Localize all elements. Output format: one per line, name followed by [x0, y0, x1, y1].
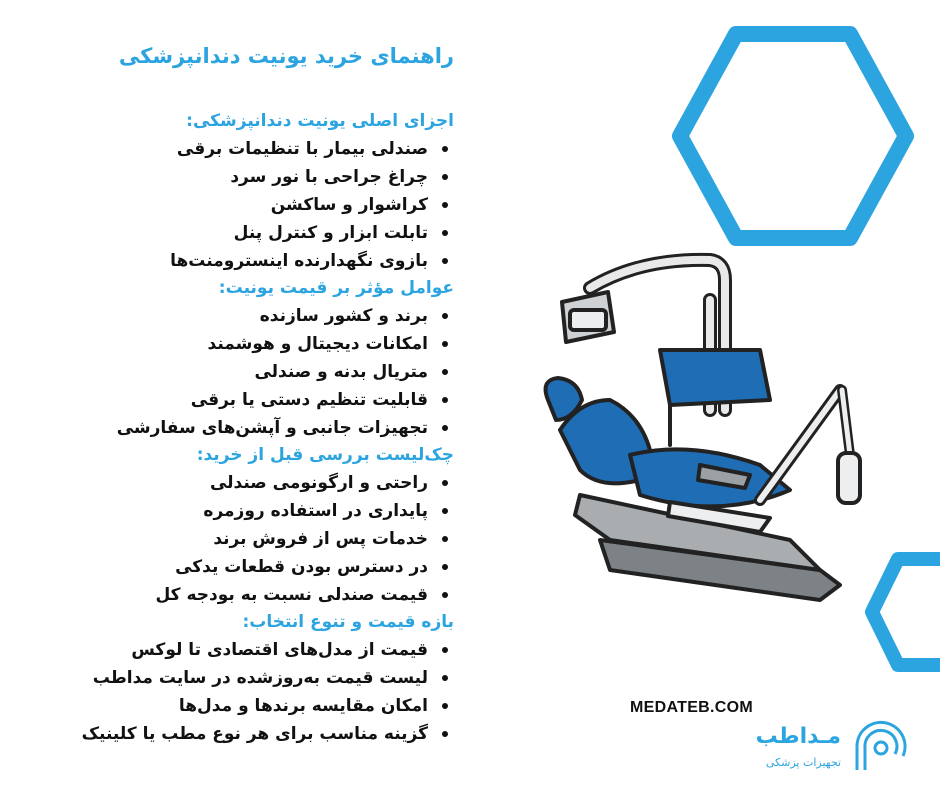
section-list — [4, 302, 454, 442]
list-item: گزینه مناسب برای هر نوع مطب یا کلینیک — [4, 720, 454, 748]
website-url: MEDATEB.COM — [630, 699, 753, 716]
bullet-icon — [442, 369, 448, 375]
section-components — [4, 108, 454, 275]
section-heading: چک‌لیست بررسی قبل از خرید: — [196, 445, 454, 465]
section-heading: عوامل مؤثر بر قیمت یونیت: — [218, 278, 454, 298]
bullet-icon — [442, 425, 448, 431]
section-price-range — [4, 609, 454, 748]
list-item: قابلیت تنظیم دستی یا برقی — [4, 386, 454, 414]
list-item: تجهیزات جانبی و آپشن‌های سفارشی — [4, 414, 454, 442]
bullet-icon — [442, 480, 448, 486]
list-item: امکانات دیجیتال و هوشمند — [4, 330, 454, 358]
bullet-icon — [442, 313, 448, 319]
list-item: پایداری در استفاده روزمره — [4, 497, 454, 525]
guide-content — [4, 108, 454, 748]
list-item: در دسترس بودن قطعات یدکی — [4, 553, 454, 581]
bullet-icon — [442, 647, 448, 653]
bullet-icon — [442, 230, 448, 236]
bullet-icon — [442, 341, 448, 347]
section-price-factors — [4, 275, 454, 442]
hexagon-outline-small-icon — [858, 550, 940, 674]
list-item: چراغ جراحی با نور سرد — [4, 163, 454, 191]
section-list — [4, 135, 454, 275]
bullet-icon — [442, 397, 448, 403]
list-item: تابلت ابزار و کنترل پنل — [4, 219, 454, 247]
section-checklist — [4, 442, 454, 609]
logo-name: مـداطب — [755, 724, 841, 749]
dental-chair-illustration — [520, 240, 870, 610]
list-item: قیمت صندلی نسبت به بودجه کل — [4, 581, 454, 609]
logo-tagline: تجهیزات پزشکی — [765, 756, 841, 769]
list-item: خدمات پس از فروش برند — [4, 525, 454, 553]
list-item: بازوی نگهدارنده اینسترومنت‌ها — [4, 247, 454, 275]
list-item: صندلی بیمار با تنظیمات برقی — [4, 135, 454, 163]
list-item: برند و کشور سازنده — [4, 302, 454, 330]
bullet-icon — [442, 731, 448, 737]
logo-mark-icon — [849, 720, 915, 776]
brand-logo — [755, 718, 923, 778]
bullet-icon — [442, 536, 448, 542]
section-heading: بازه قیمت و تنوع انتخاب: — [242, 612, 454, 632]
section-list — [4, 636, 454, 748]
hexagon-outline-large-icon — [668, 24, 918, 248]
bullet-icon — [442, 592, 448, 598]
bullet-icon — [442, 703, 448, 709]
bullet-icon — [442, 564, 448, 570]
bullet-icon — [442, 258, 448, 264]
section-list — [4, 469, 454, 609]
page-title: راهنمای خرید یونیت دندانپزشکی — [118, 44, 454, 68]
bullet-icon — [442, 146, 448, 152]
bullet-icon — [442, 202, 448, 208]
list-item: کراشوار و ساکشن — [4, 191, 454, 219]
section-heading: اجزای اصلی یونیت دندانپزشکی: — [186, 111, 454, 131]
list-item: قیمت از مدل‌های اقتصادی تا لوکس — [4, 636, 454, 664]
bullet-icon — [442, 508, 448, 514]
bullet-icon — [442, 675, 448, 681]
list-item: لیست قیمت به‌روزشده در سایت مداطب — [4, 664, 454, 692]
list-item: امکان مقایسه برندها و مدل‌ها — [4, 692, 454, 720]
list-item: متریال بدنه و صندلی — [4, 358, 454, 386]
bullet-icon — [442, 174, 448, 180]
list-item: راحتی و ارگونومی صندلی — [4, 469, 454, 497]
